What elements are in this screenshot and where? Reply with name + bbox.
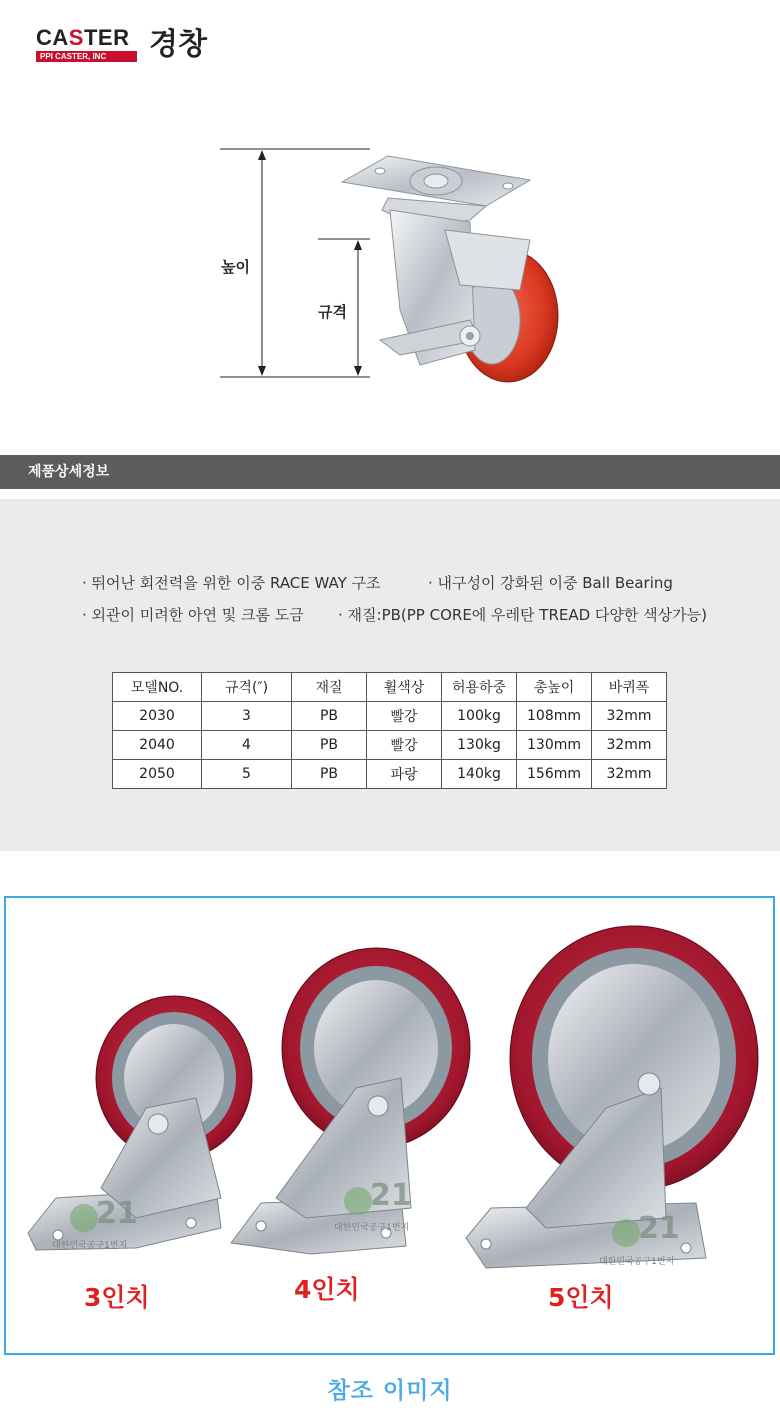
size-label: 규격 (318, 300, 347, 323)
table-cell: PB (292, 760, 367, 789)
watermark-icon (344, 1187, 372, 1215)
height-label: 높이 (221, 255, 250, 278)
feature-item: · 뛰어난 회전력을 위한 이중 RACE WAY 구조 (82, 574, 381, 592)
column-header: 총높이 (517, 673, 592, 702)
table-cell: PB (292, 731, 367, 760)
table-cell: 32mm (592, 702, 667, 731)
table-cell: 4 (202, 731, 292, 760)
column-header: 휠색상 (367, 673, 442, 702)
table-cell: 130kg (442, 731, 517, 760)
table-cell: 2050 (113, 760, 202, 789)
table-cell: 3 (202, 702, 292, 731)
caster-illustration (342, 156, 558, 382)
brand-wordmark: CASTER (36, 25, 130, 50)
size-label-3-inch: 3인치 (84, 1283, 150, 1312)
watermark-number: 21 (638, 1211, 680, 1246)
watermark-icon (612, 1219, 640, 1247)
table-cell: 140kg (442, 760, 517, 789)
table-cell: 파랑 (367, 760, 442, 789)
reference-image-frame (4, 896, 775, 1355)
watermark-number: 21 (96, 1196, 138, 1231)
table-cell: 32mm (592, 731, 667, 760)
column-header: 바퀴폭 (592, 673, 667, 702)
spec-table-header-row (113, 673, 667, 702)
column-header: 허용하중 (442, 673, 517, 702)
table-cell: 100kg (442, 702, 517, 731)
table-cell: 빨강 (367, 731, 442, 760)
table-cell: 2040 (113, 731, 202, 760)
size-label-4-inch: 4인치 (294, 1275, 360, 1304)
brand-subtitle: PPI CASTER, INC (36, 51, 137, 62)
spec-table (112, 672, 667, 789)
watermark-text: 대한민국공구1번지 (334, 1223, 410, 1233)
column-header: 재질 (292, 673, 367, 702)
table-row (113, 760, 667, 789)
table-cell: 2030 (113, 702, 202, 731)
table-cell: 130mm (517, 731, 592, 760)
table-cell: 156mm (517, 760, 592, 789)
table-cell: 32mm (592, 760, 667, 789)
column-header: 규격(″) (202, 673, 292, 702)
reference-caption: 참조 이미지 (327, 1378, 453, 1404)
dimension-lines (0, 140, 780, 390)
table-cell: 빨강 (367, 702, 442, 731)
table-cell: PB (292, 702, 367, 731)
watermark-icon (70, 1204, 98, 1232)
table-row (113, 702, 667, 731)
caster-3-inch (28, 996, 252, 1250)
section-title-bar: 제품상세정보 (0, 455, 780, 489)
brand-logo (36, 26, 236, 66)
dimension-diagram (0, 140, 780, 390)
size-label-5-inch: 5인치 (548, 1283, 614, 1312)
table-cell: 108mm (517, 702, 592, 731)
watermark-text: 대한민국공구1번지 (52, 1241, 128, 1251)
feature-item: · 내구성이 강화된 이중 Ball Bearing (428, 574, 673, 592)
feature-item: · 재질:PB(PP CORE에 우레탄 TREAD 다양한 색상가능) (338, 606, 707, 624)
watermark-number: 21 (370, 1178, 412, 1213)
feature-item: · 외관이 미려한 아연 및 크롬 도금 (82, 606, 304, 624)
table-row (113, 731, 667, 760)
watermark-text: 대한민국공구1번지 (599, 1257, 675, 1267)
brand-korean-name: 경창 (149, 27, 207, 62)
caster-5-inch (466, 926, 758, 1268)
table-cell: 5 (202, 760, 292, 789)
spec-panel (0, 499, 780, 851)
column-header: 모델NO. (113, 673, 202, 702)
